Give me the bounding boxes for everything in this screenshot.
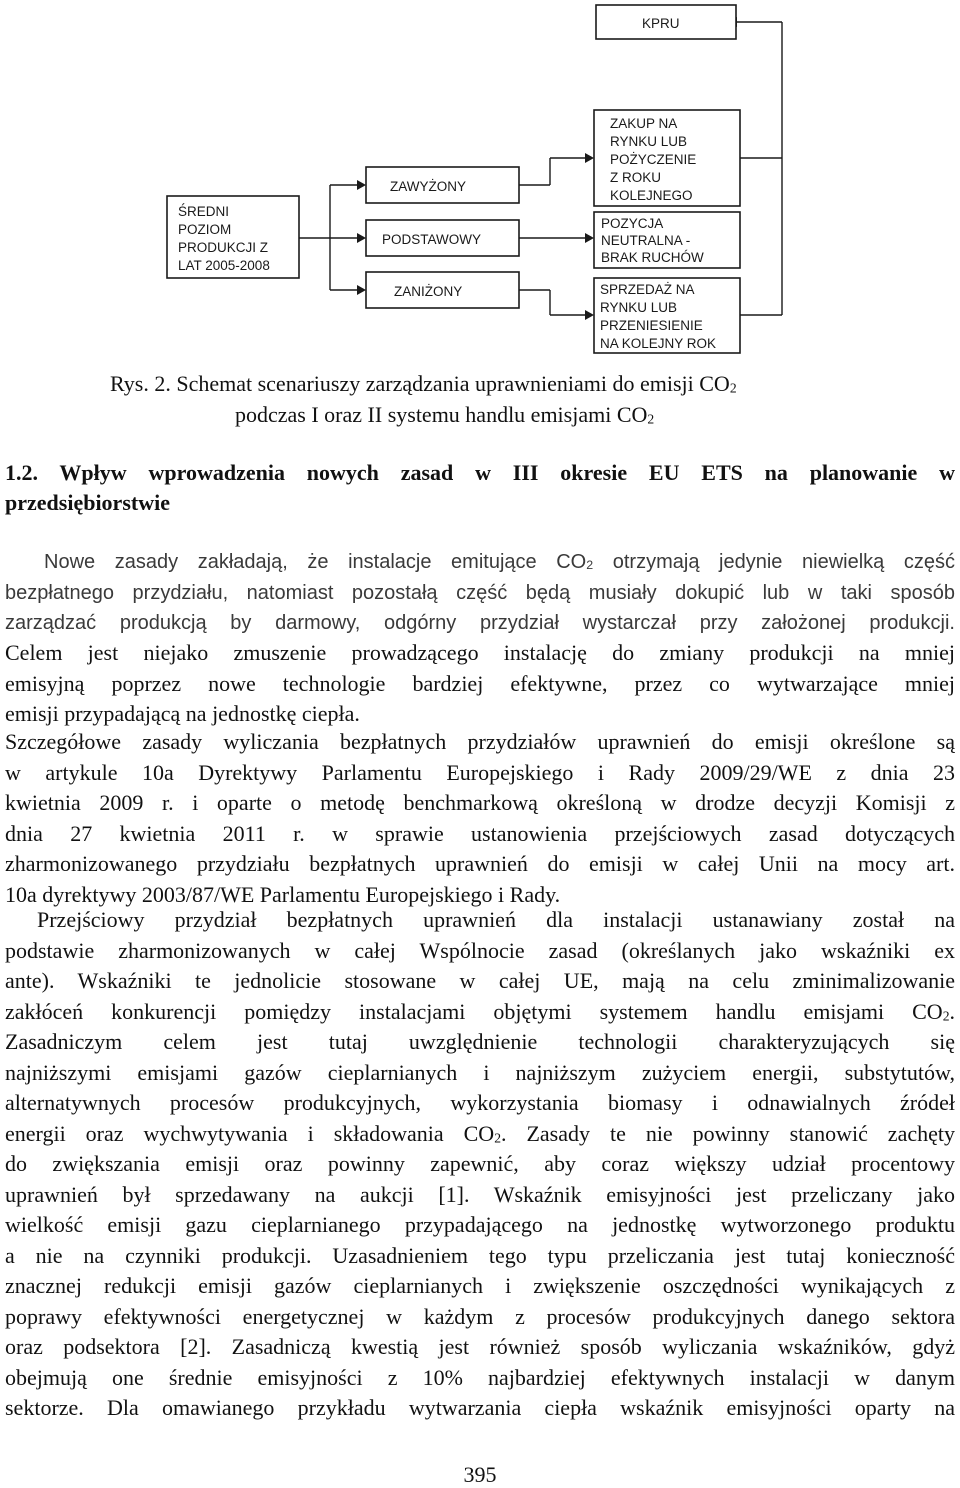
paragraph-4-line-7: alternatywnych procesów produkcyjnych, wykorzystania biomasy i odnawialnych źródeł [5,1090,955,1115]
paragraph-1-line-3: zarządzać produkcją by darmowy, odgórny przydział wystarczał przy założonej produkcji. [5,612,955,634]
paragraph-4-line-11: wielkość emisji gazu cieplarnianego przypadającego na jednostkę wytworzonego produktu [5,1212,955,1237]
paragraph-4-line-12: a nie na czynniki produkcji. Uzasadnieniem tego typu przeliczania jest tutaj konieczność [5,1242,955,1268]
paragraph-1-line-1 [5,547,955,578]
caption-text-2: podczas I oraz II systemu handlu emisjami CO [235,402,648,427]
paragraph-3-line-4: dnia 27 kwietnia 2011 r. w sprawie ustanowienia przejściowych zasad dotyczących [5,820,955,846]
sell-line-1: SPRZEDAŻ NA [600,282,695,297]
baseline-box [366,220,519,256]
caption-sub-1: 2 [729,380,737,396]
paragraph-3-line-6: 10a dyrektywy 2003/87/WE Parlamentu Europejskiego i Rady. [5,881,561,907]
average-line-3: PRODUKCJI Z [178,240,269,255]
paragraph-3-line-1: Szczegółowe zasady wyliczania bezpłatnych przydziałów uprawnień do emisji określone są [5,729,955,754]
p4-l4-text-b: . [949,998,955,1024]
buy-line-5: KOLEJNEGO [610,188,693,203]
paragraph-4-line-1: Przejściowy przydział bezpłatnych uprawnień dla instalacji ustanawiany został na [37,907,955,932]
paragraph-1 [5,547,955,639]
kpru-box [596,5,736,39]
paragraph-4-line-13: znacznej redukcji emisji gazów cieplarnianych i zwiększenie oszczędności wynikających z [5,1273,955,1298]
paragraph-4-line-16: obejmują one średnie emisyjności z 10% najbardziej efektywnych instalacji w danym [5,1364,955,1390]
paragraph-4-line-14: poprawy efektywności energetycznej w każdym z procesów produkcyjnych danego sektora [5,1303,955,1329]
sell-line-2: RYNKU LUB [600,300,678,315]
kpru-label: KPRU [642,16,680,31]
neutral-line-2: NEUTRALNA - [601,233,691,248]
page-number: 395 [463,1462,497,1487]
p4-l8-text-a: energii oraz wychwytywania i składowania CO [5,1120,495,1146]
paragraph-3-line-2: w artykule 10a Dyrektywy Parlamentu Europejskiego i Rady 2009/29/WE z dnia 23 [5,759,955,785]
reduced-label: ZANIŻONY [394,284,463,299]
buy-line-2: RYNKU LUB [610,134,688,149]
average-production-box [167,196,299,278]
neutral-line-1: POZYCJA [601,216,664,231]
sell-line-3: PRZENIESIENIE [600,318,703,333]
p1-l1-text-b: otrzymają jedynie niewielką część [593,551,955,573]
neutral-position-box [594,212,740,268]
average-line-1: ŚREDNI [178,204,230,219]
figure-caption-line-1 [0,369,960,399]
figure-caption-line-2 [0,400,960,430]
section-heading-line-1: 1.2. Wpływ wprowadzenia nowych zasad w III okresie EU ETS na planowanie w [5,460,955,485]
caption-sub-2: 2 [647,411,655,427]
buy-line-4: Z ROKU [610,170,662,185]
elevated-box [366,167,519,203]
p1-l1-sub: 2 [586,558,594,573]
paragraph-4-line-10: uprawnień był sprzedawany na aukcji [1]. Wskaźnik emisyjności jest przeliczany jako [5,1181,955,1207]
paragraph-4-line-3: ante). Wskaźniki te jednolicie stosowane w całej UE, mają na celu zminimalizowanie [5,968,955,993]
buy-line-1: ZAKUP NA [610,116,678,131]
average-line-4: LAT 2005-2008 [178,258,270,273]
paragraph-2-line-1: Celem jest niejako zmuszenie prowadzącego instalację do zmiany produkcji na mniej [5,640,955,665]
sell-transfer-box [594,278,740,353]
paragraph-2 [5,638,955,730]
paragraph-3-line-5: zharmonizowanego przydziału bezpłatnych uprawnień do emisji w całej Unii na mocy art. [5,851,955,877]
scenario-diagram [0,0,960,360]
paragraph-2-line-3: emisji przypadającą na jednostkę ciepła. [5,701,360,727]
paragraph-4-line-15: oraz podsektora [2]. Zasadniczą kwestią jest również sposób wyliczania wskaźników, gdyż [5,1334,955,1359]
paragraph-4-line-9: do zwiększania emisji oraz powinny zapewnić, aby coraz większy udział procentowy [5,1151,955,1176]
paragraph-2-line-2: emisyjną poprzez nowe technologie bardziej efektywne, przez co wytwarzające mniej [5,670,955,696]
p4-l8-text-b: . Zasady te nie powinny stanowić zachęty [501,1120,955,1146]
elevated-label: ZAWYŻONY [390,179,466,194]
buy-line-3: POŻYCZENIE [610,152,697,167]
paragraph-4-line-8 [5,1119,955,1150]
paragraph-4-line-4 [5,997,955,1028]
neutral-line-3: BRAK RUCHÓW [601,250,704,265]
average-line-2: POZIOM [178,222,232,237]
reduced-box [366,272,519,308]
sell-line-4: NA KOLEJNY ROK [600,336,717,351]
paragraph-4-line-17: sektorze. Dla omawianego przykładu wytwarzania ciepła wskaźnik emisyjności oparty na [5,1395,955,1420]
caption-text-1: Rys. 2. Schemat scenariuszy zarządzania uprawnieniami do emisji CO [110,371,730,396]
p1-l1-text-a: Nowe zasady zakładają, że instalacje emitujące CO [44,551,587,573]
section-heading [5,458,955,518]
paragraph-1-line-2: bezpłatnego przydziału, natomiast pozostałą część będą musiały dokupić lub w taki sposób [5,581,955,604]
p4-l4-sub: 2 [942,1007,950,1023]
paragraph-4-line-2: podstawie zharmonizowanych w całej Wspólnocie zasad (określanych jako wskaźniki ex [5,937,955,963]
baseline-label: PODSTAWOWY [382,232,481,247]
paragraph-4-line-6: najniższymi emisjami gazów cieplarnianych i najniższym zużyciem energii, substytutów, [5,1059,955,1085]
paragraph-3 [5,727,955,911]
paragraph-4-line-5: Zasadniczym celem jest tutaj uwzględnienie technologii charakteryzujących się [5,1029,955,1054]
p4-l8-sub: 2 [494,1129,502,1145]
section-heading-line-2: przedsiębiorstwie [5,490,170,515]
paragraph-3-line-3: kwietnia 2009 r. i oparte o metodę benchmarkową określoną w drodze decyzji Komisji z [5,790,955,816]
p4-l4-text-a: zakłóceń konkurencji pomiędzy instalacjami objętymi systemem handlu emisjami CO [5,998,943,1024]
buy-borrow-box [594,110,740,206]
paragraph-4 [5,905,955,1424]
